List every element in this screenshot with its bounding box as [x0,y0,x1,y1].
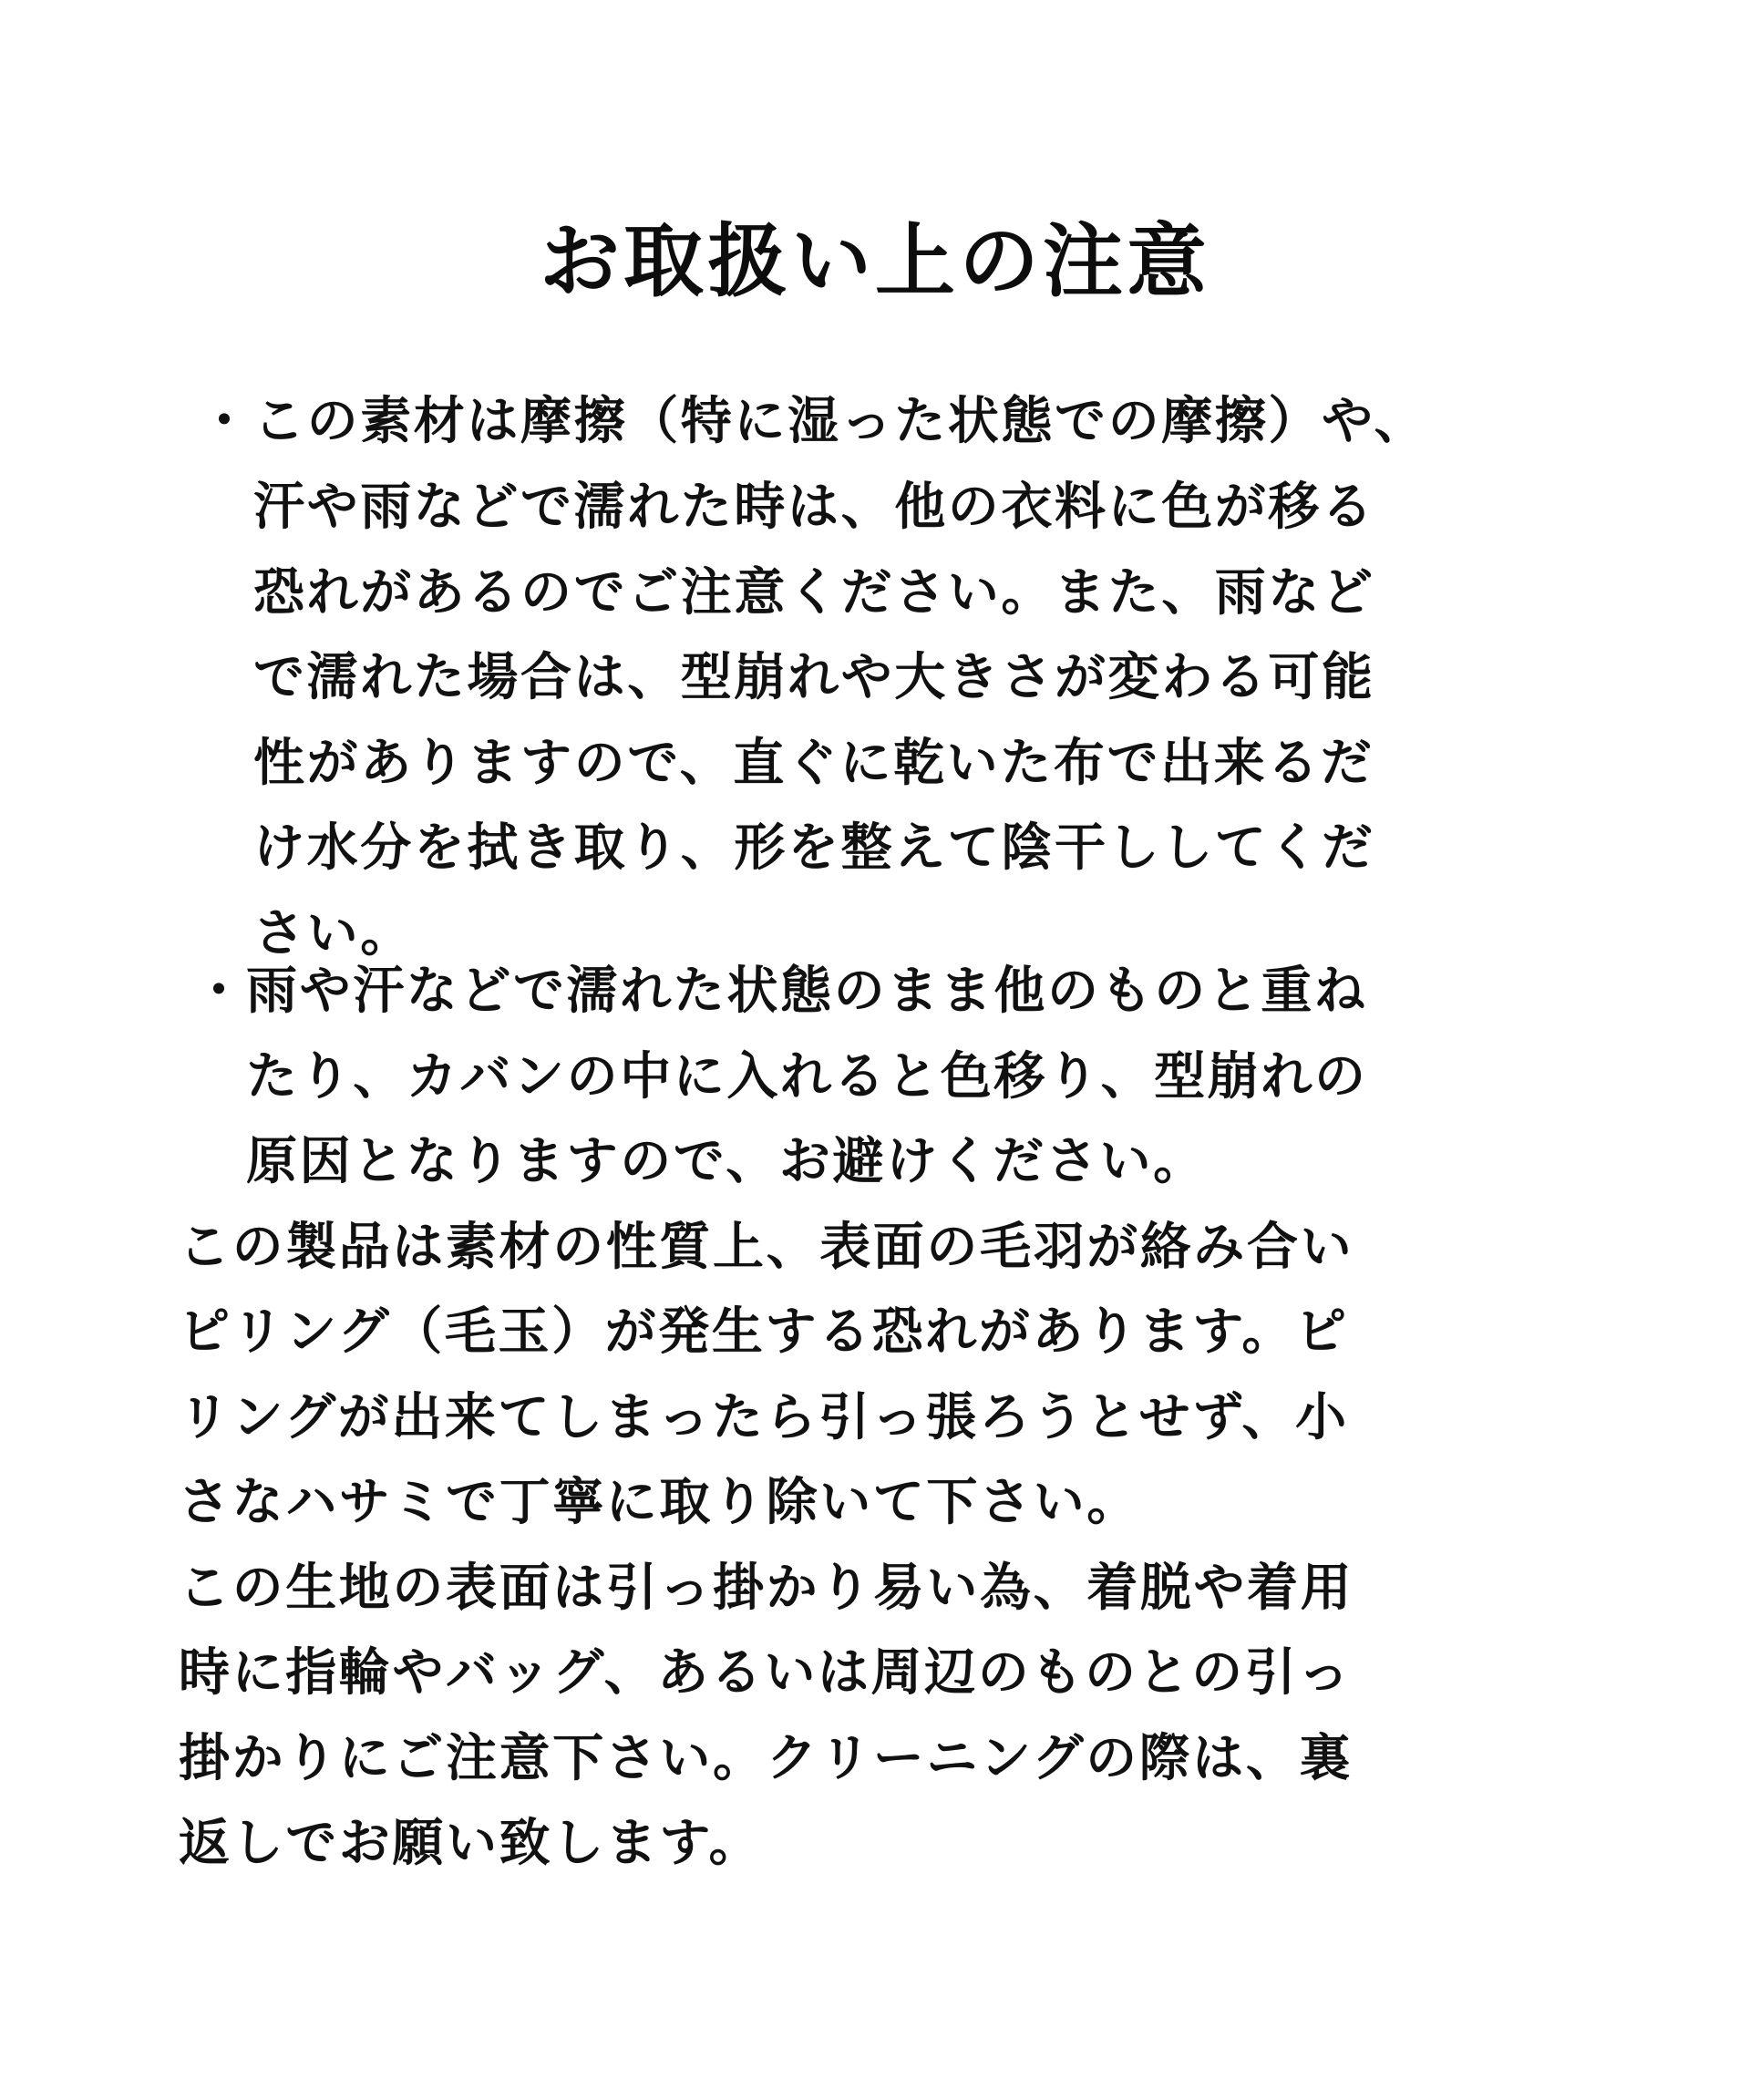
paragraph-line: ピリング（毛玉）が発生する恐れがあります。ピ [179,1302,1349,1362]
page-title: お取扱い上の注意 [539,214,1210,308]
bullet-line: 恐れがあるのでご注意ください。また、雨など [253,563,1375,623]
paragraph-line: この生地の表面は引っ掛かり易い為、着脱や着用 [179,1559,1354,1618]
paragraph-line: 返しでお願い致します。 [179,1814,763,1873]
bullet-line: さい。 [253,904,414,963]
bullet-line: 原因となりますので、お避けください。 [246,1132,1207,1191]
bullet-line: け水分を拭き取り、形を整えて陰干ししてくだ [253,818,1375,878]
bullet-line: 汗や雨などで濡れた時は、他の衣料に色が移る [253,478,1375,537]
paragraph-line: 時に指輪やバッグ、あるいは周辺のものとの引っ [179,1643,1352,1703]
paragraph-line: さなハサミで丁寧に取り除いて下さい。 [179,1473,1140,1532]
bullet-line: 性がありますので、直ぐに乾いた布で出来るだ [253,734,1374,793]
paragraph-line: この製品は素材の性質上、表面の毛羽が絡み合い [179,1218,1354,1277]
bullet-line: 雨や汗などで濡れた状態のまま他のものと重ね [246,962,1368,1021]
bullet-line: で濡れた場合は、型崩れや大きさが変わる可能 [253,648,1375,707]
paragraph-line: リングが出来てしまったら引っ張ろうとせず、小 [179,1388,1349,1447]
bullet-marker: ・ [199,392,250,451]
bullet-line: この素材は摩擦（特に湿った状態での摩擦）や、 [253,392,1428,451]
paragraph-line: 掛かりにご注意下さい。クリーニングの際は、裏 [179,1729,1354,1788]
bullet-line: たり、カバンの中に入れると色移り、型崩れの [246,1047,1368,1107]
bullet-marker: ・ [193,962,244,1021]
